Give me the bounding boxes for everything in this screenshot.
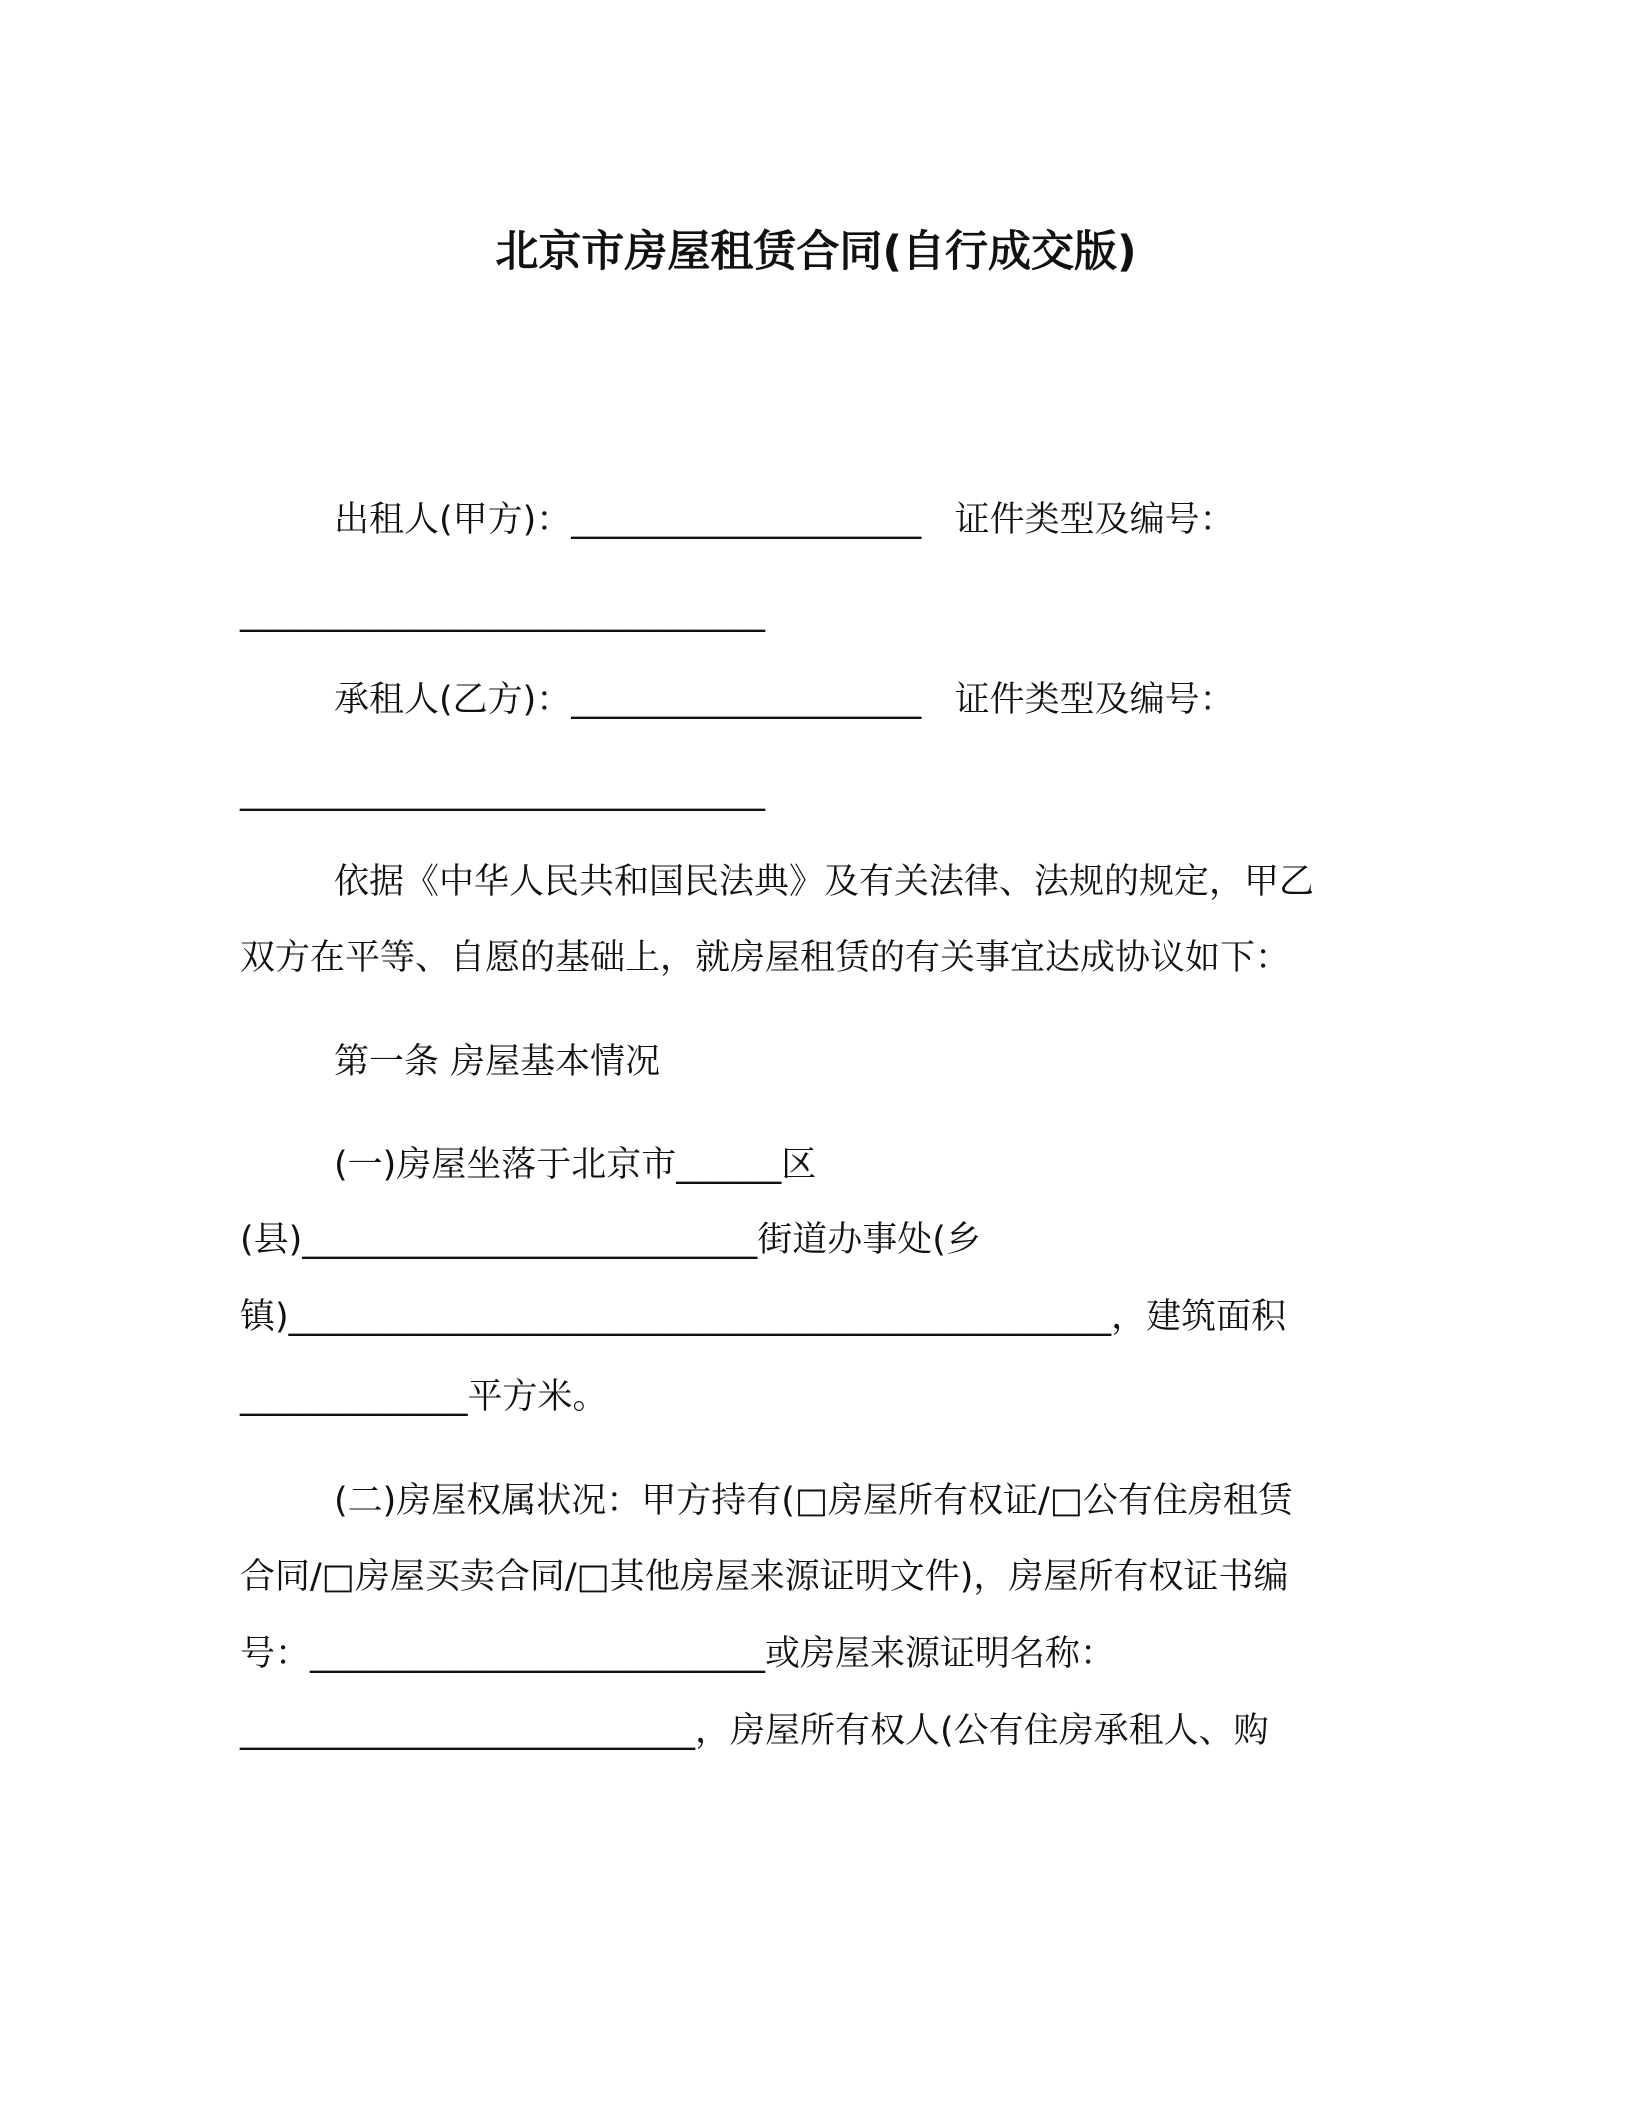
lessor-id-blank: ______________________________ — [240, 593, 765, 633]
location-line-2: (县)__________________________街道办事处(乡 — [240, 1220, 981, 1260]
article-1-heading: 第一条 房屋基本情况 — [334, 1042, 661, 1082]
lessee-line: 承租人(乙方)：____________________ 证件类型及编号： — [334, 680, 1235, 720]
location-line-3: 镇)_______________________________________________，建筑面积 — [240, 1297, 1287, 1337]
area-line: _____________平方米。 — [240, 1377, 608, 1417]
ownership-line-1: (二)房屋权属状况：甲方持有(□房屋所有权证/□公有住房租赁 — [334, 1481, 1293, 1521]
lessor-line: 出租人(甲方)：____________________ 证件类型及编号： — [334, 500, 1235, 540]
preamble-line-2: 双方在平等、自愿的基础上，就房屋租赁的有关事宜达成协议如下： — [240, 938, 1291, 978]
preamble-line-1: 依据《中华人民共和国民法典》及有关法律、法规的规定，甲乙 — [334, 862, 1315, 902]
ownership-line-4: __________________________，房屋所有权人(公有住房承租人、购 — [240, 1711, 1269, 1751]
document-title: 北京市房屋租赁合同(自行成交版) — [495, 227, 1137, 277]
location-line-1: (一)房屋坐落于北京市______区 — [334, 1145, 817, 1185]
ownership-line-2: 合同/□房屋买卖合同/□其他房屋来源证明文件)，房屋所有权证书编 — [240, 1557, 1289, 1597]
lessee-id-blank: ______________________________ — [240, 772, 765, 812]
ownership-line-3: 号：__________________________或房屋来源证明名称： — [240, 1634, 1116, 1674]
